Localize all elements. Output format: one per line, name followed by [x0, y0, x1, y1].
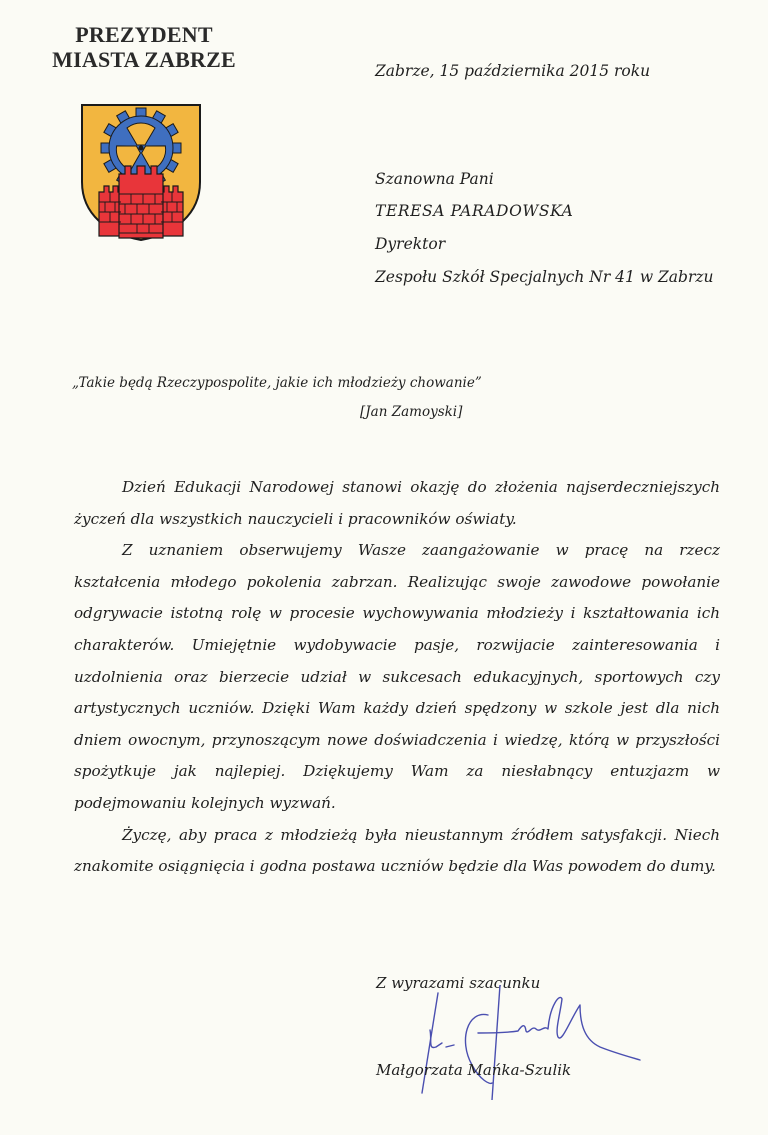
- recipient-institution: Zespołu Szkół Specjalnych Nr 41 w Zabrzu: [375, 268, 714, 286]
- place-and-date: Zabrze, 15 października 2015 roku: [375, 62, 651, 80]
- letterhead-title: [38, 22, 250, 72]
- zabrze-coat-of-arms-icon: [79, 102, 203, 242]
- letterhead-line-2: MIASTA ZABRZE: [52, 47, 236, 72]
- recipient-name: TERESA PARADOWSKA: [375, 202, 574, 220]
- signer-name: Małgorzata Mańka-Szulik: [376, 1061, 572, 1079]
- recipient-salutation: Szanowna Pani: [375, 170, 494, 188]
- closing-phrase: Z wyrazami szacunku: [376, 974, 541, 992]
- body-paragraph: Życzę, aby praca z młodzieżą była nieustannym źródłem satysfakcji. Niech znakomite osiągnięcia i godna postawa uczniów będzie dla Was powodem do dumy.: [74, 825, 720, 876]
- body-paragraph: Z uznaniem obserwujemy Wasze zaangażowanie w pracę na rzecz kształcenia młodego pokolenia zabrzan. Realizując swoje zawodowe powołanie odgrywacie istotną rolę w procesie wychowywania młodzieży i kształtowania ich charakterów. Umiejętnie wydobywacie pasje, rozwijacie zainteresowania i uzdolnienia oraz bierzecie udział w sukcesach edukacyjnych, sportowych czy artystycznych uczniów. Dzięki Wam każdy dzień spędzony w szkole jest dla nich dniem owocnym, przynoszącym nowe doświadczenia i wiedzę, którą w przyszłości spożytkuje jak najlepiej. Dziękujemy Wam za niesłabnący entuzjazm w podejmowaniu kolejnych wyzwań.: [74, 541, 720, 812]
- epigraph-quote: „Takie będą Rzeczypospolite, jakie ich młodzieży chowanie”: [72, 375, 482, 391]
- epigraph-author: [Jan Zamoyski]: [360, 404, 463, 420]
- body-paragraph: Dzień Edukacji Narodowej stanowi okazję do złożenia najserdeczniejszych życzeń dla wszystkich nauczycieli i pracowników oświaty.: [74, 478, 720, 528]
- recipient-position: Dyrektor: [375, 235, 446, 253]
- letterhead-line-1: PREZYDENT: [75, 22, 213, 47]
- handwritten-signature-icon: [410, 985, 650, 1100]
- letter-body: [74, 472, 720, 883]
